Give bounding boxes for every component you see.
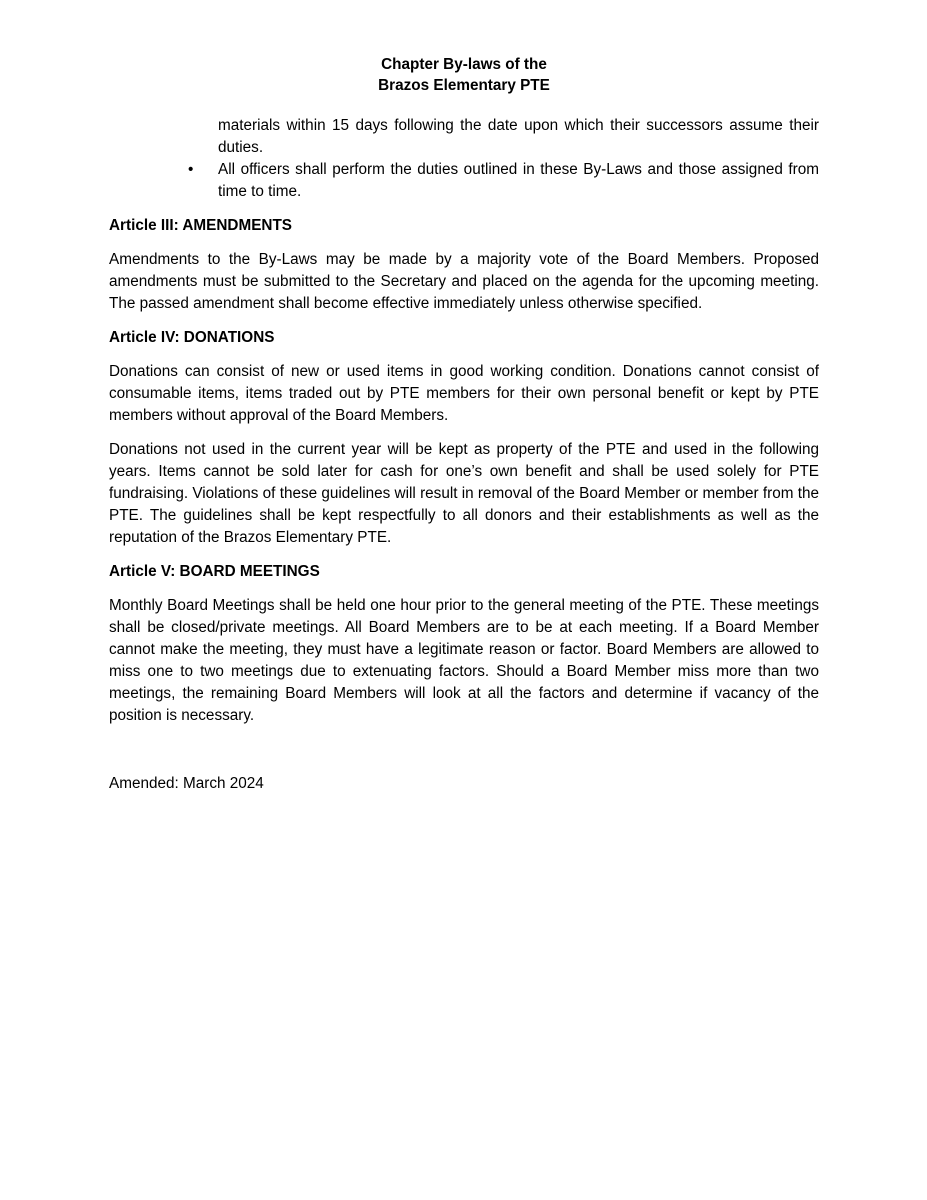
paragraph-amendments: Amendments to the By-Laws may be made by a majority vote of the Board Members. Proposed amendments must be submitted to the Secretary and placed on the agenda for the upcoming meeting. The passed amendment shall become effective immediately unless otherwise specified. xyxy=(109,251,819,312)
bullet-list xyxy=(109,115,819,203)
heading-article-iv: Article IV: DONATIONS xyxy=(109,329,275,346)
list-item-text: materials within 15 days following the date upon which their successors assume their duties. xyxy=(218,117,819,156)
paragraph-donations-1: Donations can consist of new or used items in good working condition. Donations cannot consist of consumable items, items traded out by PTE members for their own personal benefit or kept by PTE members without approval of the Board Members. xyxy=(109,363,819,424)
paragraph-board-meetings: Monthly Board Meetings shall be held one hour prior to the general meeting of the PTE. These meetings shall be closed/private meetings. All Board Members are to be at each meeting. If a Board Member cannot make the meeting, they must have a legitimate reason or factor. Board Members are allowed to miss one to two meetings due to extenuating factors. Should a Board Member miss more than two meetings, the remaining Board Members will look at all the factors and determine if vacancy of the position is necessary. xyxy=(109,597,819,724)
title-line-2: Brazos Elementary PTE xyxy=(378,77,550,94)
list-item-continuation xyxy=(109,115,819,159)
document-title xyxy=(109,54,819,96)
bullet-icon: • xyxy=(188,161,194,178)
heading-article-iii: Article III: AMENDMENTS xyxy=(109,217,293,234)
title-line-1: Chapter By-laws of the xyxy=(381,56,547,73)
list-item xyxy=(109,159,819,203)
list-item-text: All officers shall perform the duties outlined in these By-Laws and those assigned from time to time. xyxy=(218,161,819,200)
paragraph-donations-2: Donations not used in the current year will be kept as property of the PTE and used in the following years. Items cannot be sold later for cash for one’s own benefit and shall be used solely for PTE fundraising. Violations of these guidelines will result in removal of the Board Member or member from the PTE. The guidelines shall be kept respectfully to all donors and their establishments as well as the reputation of the Brazos Elementary PTE. xyxy=(109,441,819,546)
amended-date-line: Amended: March 2024 xyxy=(109,775,264,792)
heading-article-v: Article V: BOARD MEETINGS xyxy=(109,563,320,580)
